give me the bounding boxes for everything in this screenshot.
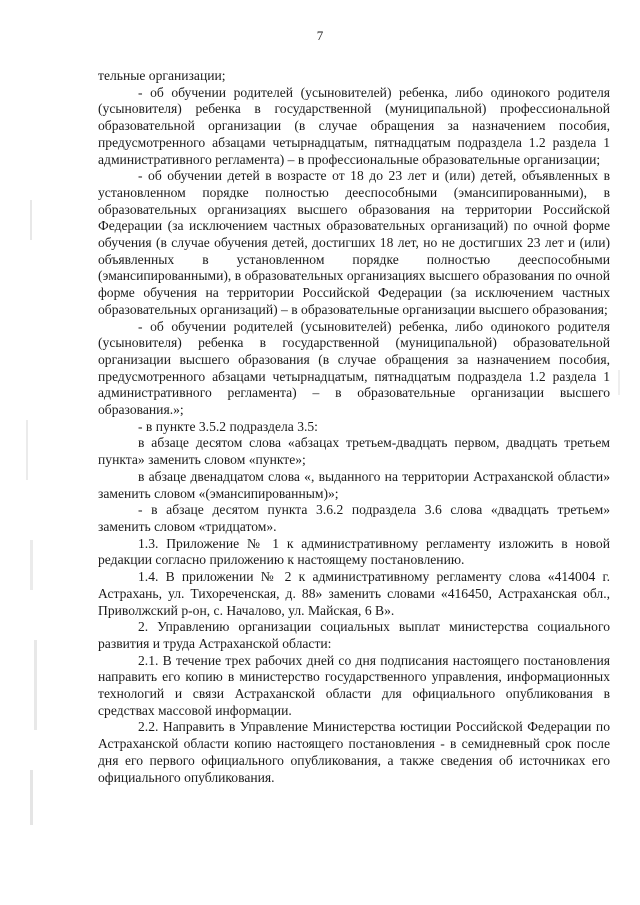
page-number: 7 — [316, 28, 324, 43]
scan-artifact — [618, 370, 620, 395]
paragraph-7: в абзаце двенадцатом слова «, выданного на территории Астраханской области» заменить словом «(эмансипированным)»; — [98, 468, 610, 501]
scan-artifact — [30, 540, 33, 590]
scan-artifact — [30, 770, 33, 825]
paragraph-2: - об обучении родителей (усыновителей) ребенка, либо одинокого родителя (усыновителя) ребенка в государственной (муниципальной) профессиональной образовательной организации (в случае обращения за назначением пособия, предусмотренного абзацами четырнадцатым, пятнадцатым подраздела 1.2 раздела 1 административного регламента) – в профессиональные образовательные организации; — [98, 84, 610, 167]
document-body — [98, 68, 610, 786]
paragraph-12: 2.1. В течение трех рабочих дней со дня подписания настоящего постановления направить его копию в министерство государственного управления, информационных технологий и связи Астраханской области для официального опубликования в средствах массовой информации. — [98, 652, 610, 718]
paragraph-10: 1.4. В приложении № 2 к административному регламенту слова «414004 г. Астрахань, ул. Тихореченская, д. 88» заменить словами «416450, Астраханская обл., Приволжский р-он, с. Началово, ул. Майская, 6 В». — [98, 569, 610, 618]
paragraph-1: тельные организации; — [98, 68, 226, 83]
paragraph-6: в абзаце десятом слова «абзацах третьем-двадцать первом, двадцать третьем пункта» заменить словом «пункте»; — [98, 435, 610, 468]
paragraph-11: 2. Управлению организации социальных выплат министерства социального развития и труда Астраханской области: — [98, 619, 610, 651]
paragraph-4: - об обучении родителей (усыновителей) ребенка, либо одинокого родителя (усыновителя) ребенка в государственной (муниципальной) образовательной организации высшего образования (в случае обращения за назначением пособия, предусмотренного абзацами четырнадцатым, пятнадцатым подраздела 1.2 раздела 1 административного регламента) – в образовательные организации высшего образования.»; — [98, 318, 610, 418]
scan-artifact — [26, 420, 28, 480]
paragraph-3: - об обучении детей в возрасте от 18 до 23 лет и (или) детей, объявленных в установленном порядке полностью дееспособными (эмансипированными), в образовательных организациях высшего образования на территории Российской Федерации (за исключением частных образовательных организаций) по очной форме обучения (в случае обучения детей, достигших 18 лет, но не достигших 23 лет и (или) объявленных в установленном порядке полностью дееспособными (эмансипированными), в образовательных организациях высшего образования по очной форме обучения на территории Российской Федерации (за исключением частных образовательных организаций) – в образовательные организации высшего образования; — [98, 168, 610, 317]
paragraph-5: - в пункте 3.5.2 подраздела 3.5: — [138, 418, 318, 434]
paragraph-9: 1.3. Приложение № 1 к административному регламенту изложить в новой редакции согласно приложению к настоящему постановлению. — [98, 535, 610, 568]
scan-artifact — [30, 200, 32, 240]
scan-artifact — [34, 640, 37, 730]
paragraph-13: 2.2. Направить в Управление Министерства юстиции Российской Федерации по Астраханской области копию настоящего постановления - в семидневный срок после дня его первого официального опубликования, а также сведения об источниках его официального опубликования. — [98, 719, 610, 785]
paragraph-8: - в абзаце десятом пункта 3.6.2 подраздела 3.6 слова «двадцать третьем» заменить словом «тридцатом». — [98, 502, 610, 534]
